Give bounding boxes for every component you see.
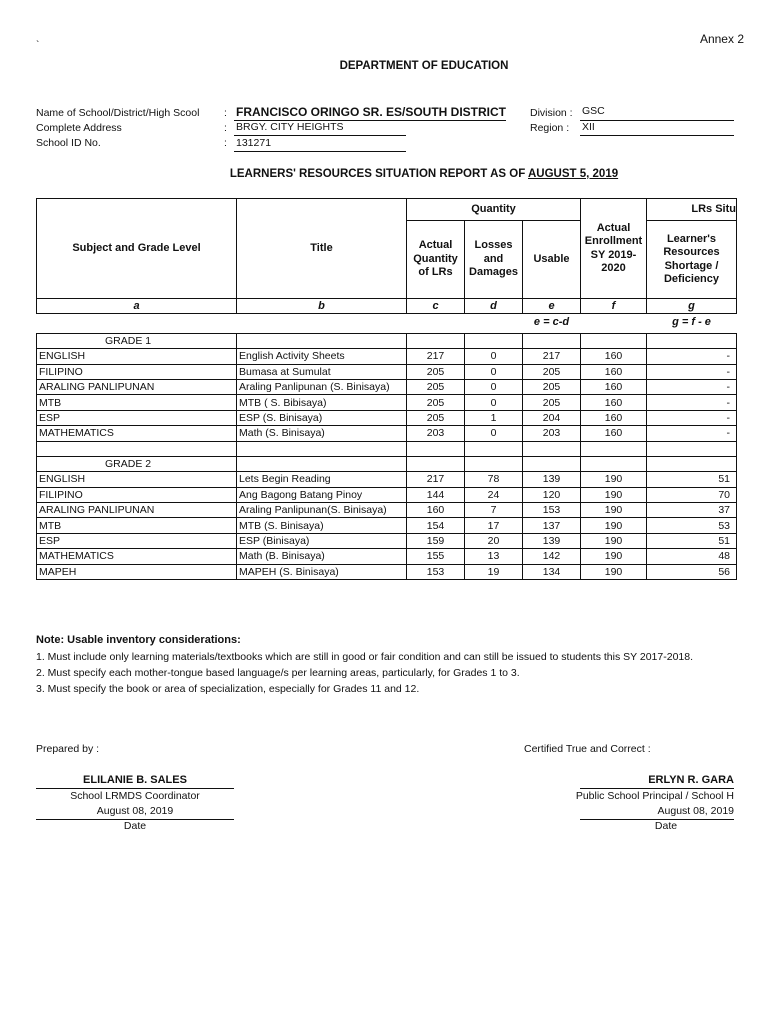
usable-cell: 203 (523, 426, 581, 441)
column-letter-col-a: a (37, 299, 237, 314)
table-row (37, 518, 737, 533)
title-cell: MAPEH (S. Binisaya) (237, 564, 407, 579)
usable-cell: 142 (523, 549, 581, 564)
usable-cell: 120 (523, 487, 581, 502)
school-name-label: Name of School/District/High Scool (36, 107, 200, 119)
subject-cell: ENGLISH (37, 472, 237, 487)
losses-cell: 24 (465, 487, 523, 502)
report-date: AUGUST 5, 2019 (528, 168, 619, 180)
certified-label: Certified True and Correct : (524, 743, 651, 755)
header-enrollment: Actual Enrollment SY 2019-2020 (581, 199, 647, 299)
subject-cell: MATHEMATICS (37, 549, 237, 564)
losses-cell: 7 (465, 503, 523, 518)
school-name-field (234, 105, 506, 121)
enrollment-cell: 160 (581, 364, 647, 379)
shortage-cell: 51 (647, 533, 737, 548)
table-row (37, 549, 737, 564)
enrollment-cell: 190 (581, 487, 647, 502)
usable-cell: 137 (523, 518, 581, 533)
title-cell: MTB (S. Binisaya) (237, 518, 407, 533)
empty-cell (523, 333, 581, 348)
preparer-date: August 08, 2019 (96, 805, 174, 817)
table-row (37, 503, 737, 518)
actual-quantity-cell: 205 (407, 395, 465, 410)
enrollment-cell: 190 (581, 472, 647, 487)
shortage-cell: 53 (647, 518, 737, 533)
enrollment-cell: 160 (581, 426, 647, 441)
usable-cell: 205 (523, 395, 581, 410)
actual-quantity-cell: 205 (407, 379, 465, 394)
shortage-cell: - (647, 349, 737, 364)
prepared-by-label: Prepared by : (36, 743, 100, 755)
table-row (37, 364, 737, 379)
actual-quantity-cell: 160 (407, 503, 465, 518)
empty-cell (237, 441, 407, 456)
region-label: Region : (530, 122, 570, 134)
shortage-cell: 56 (647, 564, 737, 579)
report-title (0, 168, 768, 180)
table-row (37, 395, 737, 410)
certifier-position: Public School Principal / School H (575, 790, 734, 802)
column-letter-col-f: f (581, 299, 647, 314)
grade-label: GRADE 1 (37, 333, 237, 348)
address-field (234, 121, 406, 136)
address-value: BRGY. CITY HEIGHTS (236, 121, 344, 133)
empty-cell (237, 456, 407, 471)
header-title: Title (237, 199, 407, 299)
shortage-cell: 51 (647, 472, 737, 487)
department-title: DEPARTMENT OF EDUCATION (339, 60, 509, 72)
table-row (37, 472, 737, 487)
usable-cell: 217 (523, 349, 581, 364)
enrollment-cell: 190 (581, 549, 647, 564)
empty-cell (581, 441, 647, 456)
grade-header-row (37, 333, 737, 348)
title-cell: MTB ( S. Bibisaya) (237, 395, 407, 410)
title-cell: Araling Panlipunan(S. Binisaya) (237, 503, 407, 518)
certifier-date: August 08, 2019 (657, 805, 734, 817)
division-value: GSC (582, 105, 605, 117)
actual-quantity-cell: 153 (407, 564, 465, 579)
usable-cell: 153 (523, 503, 581, 518)
header-losses: Losses and Damages (465, 221, 523, 299)
division-field (580, 105, 734, 121)
usable-cell: 205 (523, 379, 581, 394)
date-label: Date (654, 820, 678, 832)
empty-cell (237, 333, 407, 348)
lr-situation-table (36, 198, 737, 580)
empty-cell (407, 333, 465, 348)
title-cell: Math (S. Binisaya) (237, 426, 407, 441)
empty-cell (647, 441, 737, 456)
title-cell: Araling Panlipunan (S. Binisaya) (237, 379, 407, 394)
usable-cell: 204 (523, 410, 581, 425)
shortage-cell: - (647, 364, 737, 379)
school-name-value: FRANCISCO ORINGO SR. ES/SOUTH DISTRICT (236, 105, 507, 119)
enrollment-cell: 190 (581, 564, 647, 579)
column-letter-col-b: b (237, 299, 407, 314)
enrollment-cell: 160 (581, 395, 647, 410)
usable-cell: 134 (523, 564, 581, 579)
stray-mark: ` (36, 40, 40, 51)
losses-cell: 19 (465, 564, 523, 579)
formula-e: e = c-d (533, 315, 570, 328)
empty-cell (523, 441, 581, 456)
empty-cell (465, 441, 523, 456)
column-letter-row (37, 299, 737, 314)
subject-cell: FILIPINO (37, 364, 237, 379)
subject-cell: ESP (37, 533, 237, 548)
blank-row (37, 441, 737, 456)
title-cell: English Activity Sheets (237, 349, 407, 364)
empty-cell (523, 456, 581, 471)
empty-cell (407, 441, 465, 456)
colon: : (224, 122, 227, 134)
table-row (37, 487, 737, 502)
table-row (37, 379, 737, 394)
title-cell: ESP (Binisaya) (237, 533, 407, 548)
grade-label: GRADE 2 (37, 456, 237, 471)
losses-cell: 17 (465, 518, 523, 533)
actual-quantity-cell: 154 (407, 518, 465, 533)
header-shortage: Learner's Resources Shortage / Deficiency (647, 221, 737, 299)
shortage-cell: 48 (647, 549, 737, 564)
empty-cell (465, 333, 523, 348)
shortage-cell: - (647, 379, 737, 394)
school-id-value: 131271 (236, 137, 272, 149)
formula-g: g = f - e (672, 315, 711, 328)
division-label: Division : (530, 107, 573, 119)
empty-cell (581, 333, 647, 348)
column-letter-col-d: d (465, 299, 523, 314)
signature-line (580, 788, 734, 789)
losses-cell: 78 (465, 472, 523, 487)
column-letter-col-g: g (647, 299, 737, 314)
signature-line (36, 788, 234, 789)
actual-quantity-cell: 205 (407, 410, 465, 425)
actual-quantity-cell: 217 (407, 472, 465, 487)
shortage-cell: - (647, 426, 737, 441)
table-row (37, 426, 737, 441)
colon: : (224, 137, 227, 149)
school-id-field (234, 137, 406, 152)
losses-cell: 0 (465, 379, 523, 394)
shortage-cell: 37 (647, 503, 737, 518)
note-item: 3. Must specify the book or area of specialization, especially for Grades 11 and 12. (36, 683, 420, 695)
losses-cell: 0 (465, 364, 523, 379)
losses-cell: 1 (465, 410, 523, 425)
region-field (580, 121, 734, 136)
header-quantity: Quantity (407, 199, 581, 221)
losses-cell: 0 (465, 426, 523, 441)
title-cell: Lets Begin Reading (237, 472, 407, 487)
notes-title: Note: Usable inventory considerations: (36, 634, 241, 646)
actual-quantity-cell: 203 (407, 426, 465, 441)
actual-quantity-cell: 155 (407, 549, 465, 564)
subject-cell: ESP (37, 410, 237, 425)
actual-quantity-cell: 159 (407, 533, 465, 548)
header-lrs-situation: LRs Situ (647, 199, 737, 221)
enrollment-cell: 160 (581, 349, 647, 364)
losses-cell: 0 (465, 395, 523, 410)
subject-cell: MATHEMATICS (37, 426, 237, 441)
address-label: Complete Address (36, 122, 122, 134)
formula-row (37, 314, 737, 329)
table-row (37, 564, 737, 579)
title-cell: Ang Bagong Batang Pinoy (237, 487, 407, 502)
usable-cell: 139 (523, 472, 581, 487)
enrollment-cell: 160 (581, 379, 647, 394)
shortage-cell: - (647, 410, 737, 425)
certifier-name: ERLYN R. GARA (648, 774, 734, 786)
column-letter-col-c: c (407, 299, 465, 314)
header-actual-quantity: Actual Quantity of LRs (407, 221, 465, 299)
enrollment-cell: 190 (581, 533, 647, 548)
grade-header-row (37, 456, 737, 471)
header-subject: Subject and Grade Level (37, 199, 237, 299)
empty-cell (37, 441, 237, 456)
header-usable: Usable (523, 221, 581, 299)
subject-cell: MTB (37, 395, 237, 410)
usable-cell: 139 (523, 533, 581, 548)
subject-cell: FILIPINO (37, 487, 237, 502)
subject-cell: MTB (37, 518, 237, 533)
usable-cell: 205 (523, 364, 581, 379)
note-item: 1. Must include only learning materials/textbooks which are still in good or fair condition and can still be issued to students this SY 2017-2018. (36, 651, 694, 663)
title-cell: ESP (S. Binisaya) (237, 410, 407, 425)
losses-cell: 13 (465, 549, 523, 564)
title-cell: Bumasa at Sumulat (237, 364, 407, 379)
empty-cell (647, 456, 737, 471)
subject-cell: MAPEH (37, 564, 237, 579)
actual-quantity-cell: 144 (407, 487, 465, 502)
enrollment-cell: 160 (581, 410, 647, 425)
region-value: XII (582, 121, 595, 133)
subject-cell: ARALING PANLIPUNAN (37, 503, 237, 518)
table-row (37, 533, 737, 548)
date-label: Date (123, 820, 147, 832)
empty-cell (465, 456, 523, 471)
actual-quantity-cell: 217 (407, 349, 465, 364)
colon: : (224, 107, 227, 119)
title-cell: Math (B. Binisaya) (237, 549, 407, 564)
note-item: 2. Must specify each mother-tongue based language/s per learning areas, particularly, for Grades 1 to 3. (36, 667, 520, 679)
losses-cell: 20 (465, 533, 523, 548)
table-row (37, 410, 737, 425)
empty-cell (581, 456, 647, 471)
annex-label: Annex 2 (699, 32, 744, 46)
report-title-prefix: LEARNERS' RESOURCES SITUATION REPORT AS OF (229, 168, 528, 180)
shortage-cell: 70 (647, 487, 737, 502)
subject-cell: ENGLISH (37, 349, 237, 364)
school-id-label: School ID No. (36, 137, 101, 149)
table-row (37, 349, 737, 364)
enrollment-cell: 190 (581, 518, 647, 533)
empty-cell (647, 333, 737, 348)
losses-cell: 0 (465, 349, 523, 364)
enrollment-cell: 190 (581, 503, 647, 518)
empty-cell (407, 456, 465, 471)
subject-cell: ARALING PANLIPUNAN (37, 379, 237, 394)
actual-quantity-cell: 205 (407, 364, 465, 379)
preparer-position: School LRMDS Coordinator (70, 790, 200, 802)
shortage-cell: - (647, 395, 737, 410)
preparer-name: ELILANIE B. SALES (83, 774, 187, 786)
column-letter-col-e: e (523, 299, 581, 314)
